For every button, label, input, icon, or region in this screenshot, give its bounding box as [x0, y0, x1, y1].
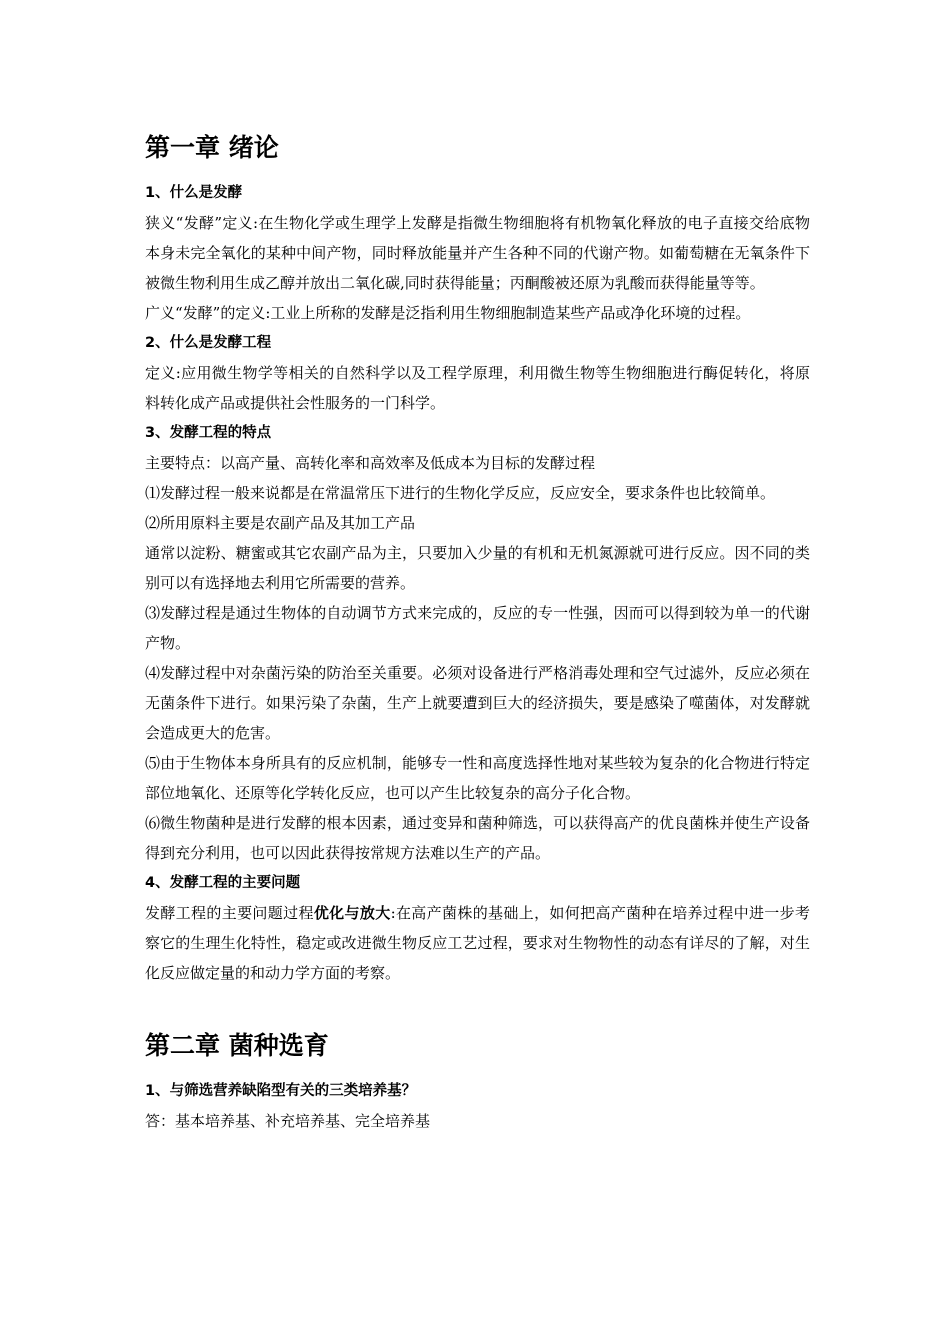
paragraph: ⑶发酵过程是通过生物体的自动调节方式来完成的，反应的专一性强，因而可以得到较为单一的代谢产物。: [145, 604, 810, 652]
section-2-1-heading: 1、与筛选营养缺陷型有关的三类培养基？: [145, 1083, 417, 1099]
section-1-4-heading: 4、发酵工程的主要问题: [145, 875, 301, 891]
chapter-1-title: 第一章 绪论: [145, 133, 279, 162]
section-1-1-heading: 1、什么是发酵: [145, 185, 243, 201]
paragraph: ⑵所用原料主要是农副产品及其加工产品: [145, 514, 416, 532]
chapter-2-title: 第二章 菌种选育: [145, 1031, 329, 1060]
paragraph: 主要特点：以高产量、高转化率和高效率及低成本为目标的发酵过程: [145, 454, 596, 472]
section-1-3-heading: 3、发酵工程的特点: [145, 425, 272, 441]
emphasis-text: 优化与放大: [313, 904, 391, 922]
document-page: [145, 128, 810, 1136]
paragraph-text: 发酵工程的主要问题过程: [145, 904, 314, 922]
paragraph: ⑹微生物菌种是进行发酵的根本因素，通过变异和菌种筛选，可以获得高产的优良菌株并使生产设备得到充分利用，也可以因此获得按常规方法难以生产的产品。: [145, 814, 810, 862]
paragraph: ⑸由于生物体本身所具有的反应机制，能够专一性和高度选择性地对某些较为复杂的化合物进行特定部位地氧化、还原等化学转化反应，也可以产生比较复杂的高分子化合物。: [145, 754, 810, 802]
paragraph: 通常以淀粉、糖蜜或其它农副产品为主，只要加入少量的有机和无机氮源就可进行反应。因不同的类别可以有选择地去利用它所需要的营养。: [145, 544, 810, 592]
paragraph-text: :在高产菌株的基础上，如何把高产菌种在培养过程中进一步考察它的生理生化特性，稳定或改进微生物反应工艺过程，要求对生物物性的动态有详尽的了解，对生化反应做定量的和动力学方面的考察。: [145, 904, 810, 982]
paragraph: ⑴发酵过程一般来说都是在常温常压下进行的生物化学反应，反应安全，要求条件也比较简单。: [145, 484, 776, 502]
paragraph: 答：基本培养基、补充培养基、完全培养基: [145, 1112, 431, 1130]
paragraph: [145, 898, 810, 988]
paragraph: 狭义“发酵”定义:在生物化学或生理学上发酵是指微生物细胞将有机物氧化释放的电子直接交给底物本身未完全氧化的某种中间产物，同时释放能量并产生各种不同的代谢产物。如葡萄糖在无氧条件下被微生物利用生成乙醇并放出二氧化碳,同时获得能量；丙酮酸被还原为乳酸而获得能量等等。: [145, 214, 810, 292]
section-1-2-heading: 2、什么是发酵工程: [145, 335, 272, 351]
paragraph: 广义“发酵”的定义:工业上所称的发酵是泛指利用生物细胞制造某些产品或净化环境的过程。: [145, 304, 751, 322]
paragraph: 定义:应用微生物学等相关的自然科学以及工程学原理，利用微生物等生物细胞进行酶促转化，将原料转化成产品或提供社会性服务的一门科学。: [145, 364, 810, 412]
paragraph: ⑷发酵过程中对杂菌污染的防治至关重要。必须对设备进行严格消毒处理和空气过滤外，反应必须在无菌条件下进行。如果污染了杂菌，生产上就要遭到巨大的经济损失，要是感染了噬菌体，对发酵就会造成更大的危害。: [145, 664, 810, 742]
